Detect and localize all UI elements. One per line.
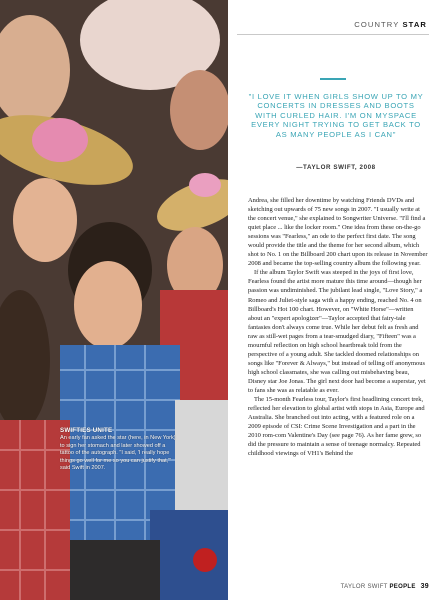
header-rule: [237, 34, 429, 35]
section-label: [354, 20, 427, 29]
article-paragraph-3: The 15-month Fearless tour, Taylor's first headlining concert trek, reflected her elevation to global artist with stops in Asia, Europe and Australia. She branched out into acting, with a featured role on a 2009 episode of CSI: Crime Scene Investigation and a part in the 2010 rom-com Valentine's Day (see page 76). As her fame grew, so did the pressure to maintain a sense of teenage normalcy. Repeated childhood viewings of VH1's Behind the: [248, 396, 425, 458]
caption-heading: SWIFTIES UNITE: [60, 427, 113, 434]
page-number: 39: [420, 583, 429, 590]
article-body: [248, 196, 428, 458]
section-label-text: COUNTRY: [354, 20, 400, 29]
pull-quote: "I LOVE IT WHEN GIRLS SHOW UP TO MY CONCERTS IN DRESSES AND BOOTS WITH CURLED HAIR. I'M ON MYSPACE EVERY NIGHT TRYING TO GET BACK TO AS MANY PEOPLE AS I CAN": [248, 92, 424, 139]
article-paragraph-2: If the album Taylor Swift was steeped in the joys of first love, Fearless found the artist more mature this time around—though her passion was undiminished. The jubilant lead single, "Love Story," a Romeo and Juliet-style saga with a happy ending, reached No. 4 on Billboard's Hot 100 chart. However, on "White Horse"—written about an "expert apologizer"—Taylor accepted that fairy-tale fantasies don't always come true. While her debut felt as fresh and raw as still-wet pages from a tear-smudged diary, "Fifteen" was a mournful reflection on high school heartbreak told from the perspective of a young adult. She tackled doomed relationships on songs like "Forever & Always," but instead of telling off anonymous high school classmates, she was calling out misbehaving beau, Disney star Joe Jonas. The girl next door had become a superstar, yet to fans she was as relatable as ever.: [248, 269, 426, 394]
running-head: TAYLOR SWIFT: [340, 584, 388, 590]
caption-text: An early fan asked the star (here, in New York) to sign her stomach and later showed off a tattoo of the autograph. "I said, 'I really hope things go well for me so you can justify that,'" said Swift in 2007.: [60, 435, 176, 472]
photo-caption: [60, 427, 180, 472]
quote-top-rule: [320, 78, 346, 80]
pull-quote-attribution: —TAYLOR SWIFT, 2008: [296, 164, 376, 171]
magazine-name: PEOPLE: [389, 584, 416, 590]
page-footer: [341, 583, 429, 590]
section-label-bold: STAR: [402, 20, 427, 29]
article-paragraph-1: Andrea, she filled her downtime by watching Friends DVDs and sketching out upwards of 75 new songs in 2007. "I usually write at the concert venue," she explained to Songwriter Universe. "I'll find a quiet place ... like the locker room." One idea from these on-the-go sessions was "Fearless," an ode to the perfect first date. The song would provide the title and the theme for her second album, which shot to No. 1 on the Billboard 200 chart upon its release in November 2008 and became the top-selling country album the following year.: [248, 197, 428, 268]
